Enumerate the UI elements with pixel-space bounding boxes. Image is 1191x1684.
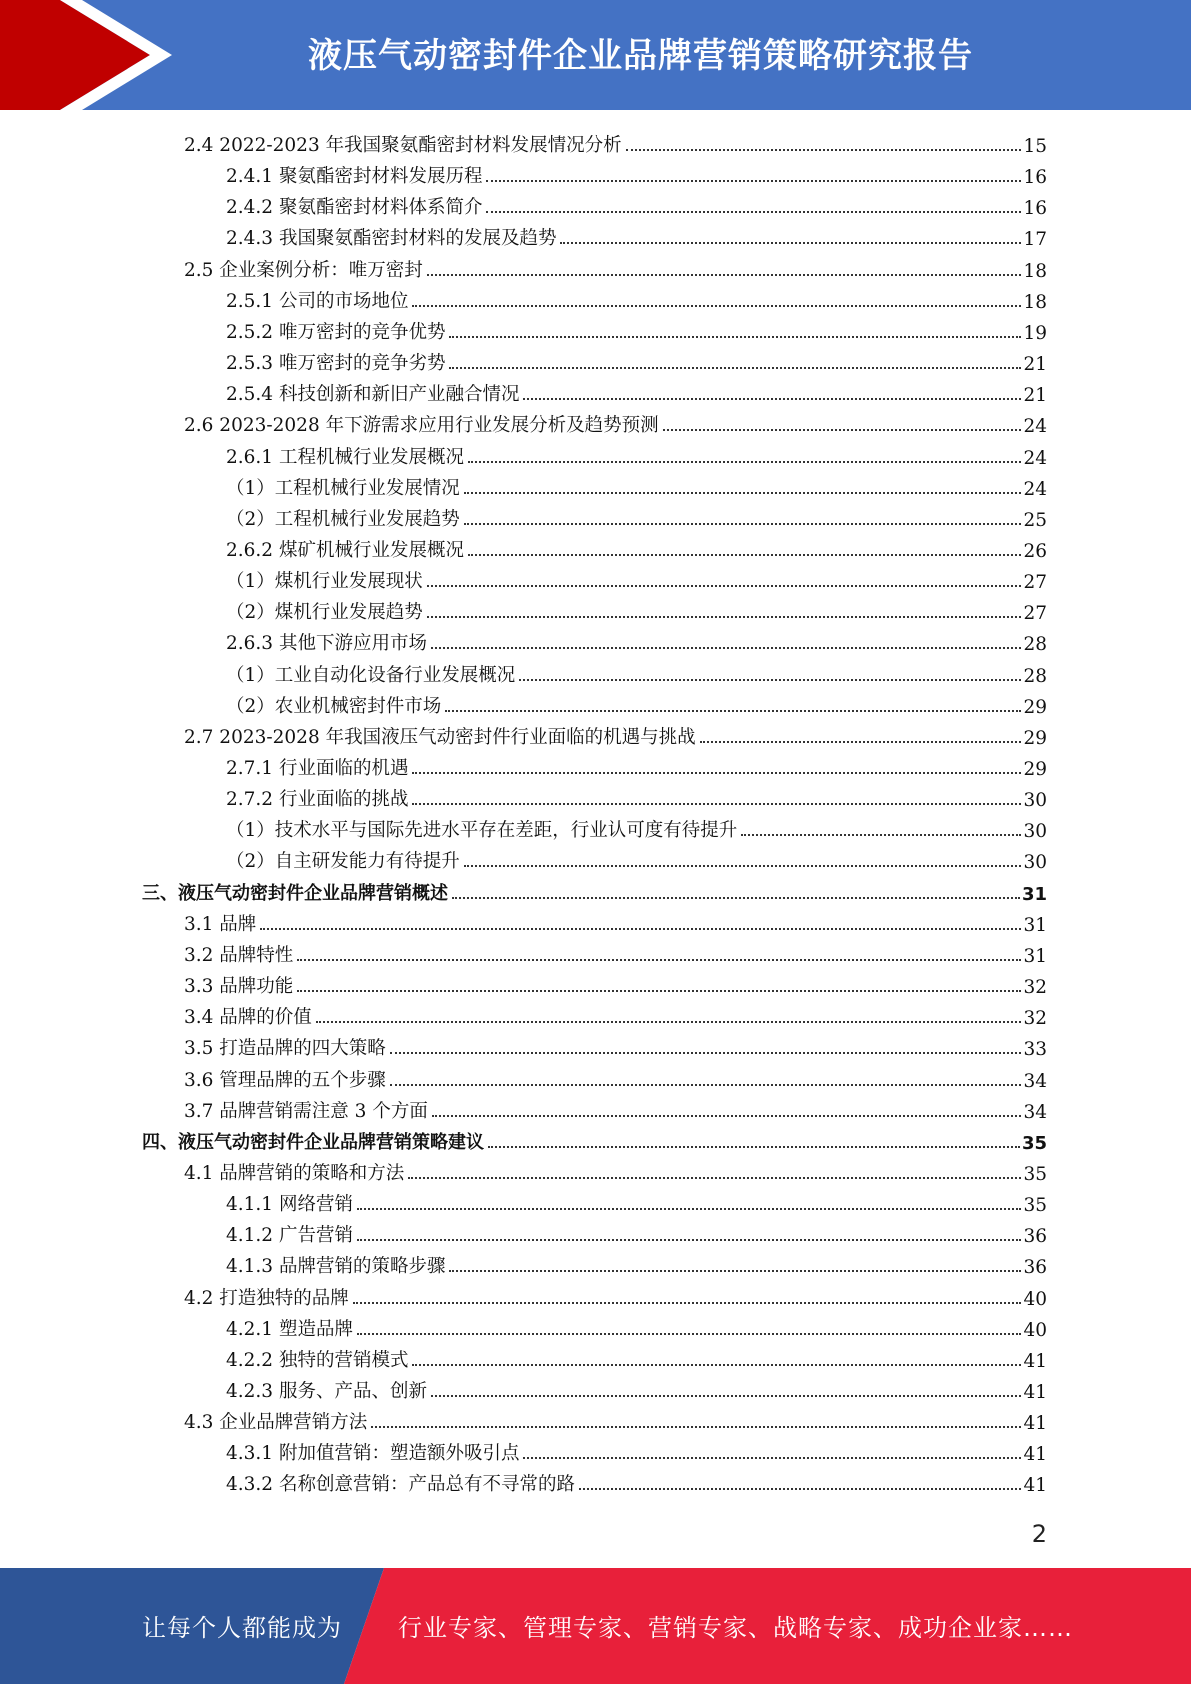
toc-entry-page: 34 — [1023, 1070, 1047, 1092]
toc-entry[interactable] — [184, 1279, 1047, 1310]
toc-leader-dots — [700, 741, 1022, 743]
toc-entry-page: 41 — [1023, 1475, 1047, 1497]
toc-entry-label: 4.1.1 网络营销 — [226, 1194, 353, 1216]
toc-entry[interactable] — [226, 531, 1047, 562]
toc-entry[interactable] — [226, 1434, 1047, 1465]
header-banner — [0, 0, 1191, 110]
toc-leader-dots — [560, 242, 1021, 244]
toc-leader-dots — [390, 1052, 1022, 1054]
toc-entry[interactable] — [226, 1341, 1047, 1372]
toc-leader-dots — [579, 1488, 1021, 1490]
toc-entry[interactable] — [184, 406, 1047, 437]
toc-entry-page: 30 — [1023, 821, 1047, 843]
toc-entry-label: 2.6 2023-2028 年下游需求应用行业发展分析及趋势预测 — [184, 415, 659, 437]
toc-leader-dots — [486, 211, 1021, 213]
toc-leader-dots — [408, 1177, 1021, 1179]
toc-entry-label: 4.1 品牌营销的策略和方法 — [184, 1162, 405, 1184]
toc-entry-label: 2.4.2 聚氨酯密封材料体系简介 — [226, 197, 483, 219]
toc-entry-page: 36 — [1023, 1257, 1047, 1279]
toc-leader-dots — [663, 429, 1022, 431]
toc-entry-label: 2.4.3 我国聚氨酯密封材料的发展及趋势 — [226, 228, 557, 250]
toc-entry-label: 三、液压气动密封件企业品牌营销概述 — [142, 882, 448, 904]
toc-entry-label: （2）工程机械行业发展趋势 — [226, 508, 460, 530]
toc-entry-page: 41 — [1023, 1413, 1047, 1435]
toc-entry-page: 24 — [1023, 447, 1047, 469]
toc-leader-dots — [357, 1333, 1022, 1335]
toc-entry-page: 41 — [1023, 1444, 1047, 1466]
toc-entry-page: 35 — [1023, 1163, 1047, 1185]
toc-leader-dots — [297, 959, 1021, 961]
toc-entry[interactable] — [142, 874, 1047, 905]
toc-leader-dots — [488, 1146, 1020, 1148]
toc-leader-dots — [486, 180, 1021, 182]
toc-entry-label: （2）农业机械密封件市场 — [226, 695, 442, 717]
toc-entry-page: 29 — [1023, 696, 1047, 718]
toc-entry-page: 29 — [1023, 759, 1047, 780]
toc-leader-dots — [432, 1115, 1022, 1117]
toc-entry[interactable] — [184, 967, 1047, 998]
toc-entry[interactable] — [226, 157, 1047, 188]
toc-leader-dots — [464, 865, 1022, 867]
toc-entry-label: 2.5.4 科技创新和新旧产业融合情况 — [226, 384, 520, 406]
toc-leader-dots — [431, 1395, 1021, 1397]
toc-entry-label: （2）自主研发能力有待提升 — [226, 851, 460, 873]
toc-leader-dots — [523, 398, 1021, 400]
toc-leader-dots — [519, 679, 1021, 681]
toc-leader-dots — [449, 336, 1021, 338]
footer-banner — [0, 1568, 1191, 1684]
footer-slogan-right: 行业专家、管理专家、营销专家、战略专家、成功企业家…… — [398, 1614, 1073, 1642]
toc-entry-label: 3.3 品牌功能 — [184, 976, 294, 998]
toc-leader-dots — [464, 523, 1022, 525]
toc-entry-label: 4.3.2 名称创意营销：产品总有不寻常的路 — [226, 1474, 575, 1496]
toc-entry-page: 27 — [1023, 603, 1047, 625]
toc-entry-label: 2.7.1 行业面临的机遇 — [226, 758, 409, 779]
toc-entry[interactable] — [226, 219, 1047, 250]
toc-entry-label: 3.1 品牌 — [184, 913, 257, 935]
toc-entry-page: 17 — [1023, 229, 1047, 251]
toc-entry-label: 3.5 打造品牌的四大策略 — [184, 1038, 386, 1060]
toc-entry-page: 28 — [1023, 665, 1047, 687]
toc-entry[interactable] — [226, 1310, 1047, 1341]
toc-entry[interactable] — [226, 282, 1047, 313]
toc-entry[interactable] — [226, 749, 1047, 780]
toc-leader-dots — [316, 1021, 1022, 1023]
toc-entry[interactable] — [226, 1247, 1047, 1278]
toc-leader-dots — [445, 710, 1021, 712]
toc-entry-label: 2.5.1 公司的市场地位 — [226, 290, 409, 312]
toc-entry-label: 3.6 管理品牌的五个步骤 — [184, 1069, 386, 1091]
toc-entry-label: 2.4 2022-2023 年我国聚氨酯密封材料发展情况分析 — [184, 135, 622, 156]
toc-entry-label: 2.4.1 聚氨酯密封材料发展历程 — [226, 166, 483, 188]
toc-leader-dots — [464, 492, 1022, 494]
toc-entry[interactable] — [226, 593, 1047, 624]
toc-entry[interactable] — [142, 1123, 1047, 1154]
toc-entry-label: 2.6.2 煤矿机械行业发展概况 — [226, 539, 464, 561]
toc-entry[interactable] — [226, 500, 1047, 531]
toc-entry-label: 3.2 品牌特性 — [184, 944, 294, 966]
toc-entry-page: 33 — [1023, 1039, 1047, 1061]
toc-entry-label: 4.2.2 独特的营销模式 — [226, 1349, 409, 1371]
toc-entry-label: 4.2 打造独特的品牌 — [184, 1287, 349, 1309]
toc-entry-page: 41 — [1023, 1382, 1047, 1403]
toc-entry-page: 31 — [1023, 945, 1047, 967]
toc-entry-page: 31 — [1023, 914, 1047, 936]
toc-leader-dots — [626, 149, 1022, 151]
toc-entry-page: 41 — [1023, 1350, 1047, 1372]
toc-entry-page: 15 — [1023, 136, 1047, 157]
toc-entry-label: （1）煤机行业发展现状 — [226, 571, 423, 593]
toc-leader-dots — [390, 1084, 1022, 1086]
toc-entry[interactable] — [184, 936, 1047, 967]
toc-entry-label: 4.3.1 附加值营销：塑造额外吸引点 — [226, 1443, 520, 1465]
toc-entry[interactable] — [184, 1154, 1047, 1185]
toc-entry-page: 21 — [1023, 354, 1047, 376]
toc-leader-dots — [427, 274, 1022, 276]
toc-entry[interactable] — [184, 1092, 1047, 1123]
toc-entry-page: 24 — [1023, 416, 1047, 438]
toc-entry-page: 18 — [1023, 291, 1047, 313]
toc-entry[interactable] — [226, 1185, 1047, 1216]
toc-leader-dots — [427, 585, 1022, 587]
toc-entry[interactable] — [226, 562, 1047, 593]
toc-leader-dots — [412, 803, 1021, 805]
toc-entry-label: 2.5.3 唯万密封的竞争劣势 — [226, 353, 446, 375]
toc-entry-label: （1）工业自动化设备行业发展概况 — [226, 664, 516, 686]
toc-leader-dots — [431, 647, 1021, 649]
toc-entry-page: 26 — [1023, 540, 1047, 562]
toc-leader-dots — [357, 1239, 1022, 1241]
footer-slogan-left: 让每个人都能成为 — [142, 1614, 342, 1642]
toc-entry[interactable] — [226, 438, 1047, 469]
toc-entry[interactable] — [226, 624, 1047, 655]
toc-entry-page: 30 — [1023, 790, 1047, 812]
toc-entry-page: 16 — [1023, 167, 1047, 189]
toc-entry[interactable] — [184, 998, 1047, 1029]
toc-leader-dots — [353, 1302, 1022, 1304]
toc-entry[interactable] — [226, 1372, 1047, 1403]
toc-entry-label: 2.5.2 唯万密封的竞争优势 — [226, 321, 446, 343]
toc-leader-dots — [468, 554, 1021, 556]
toc-leader-dots — [523, 1457, 1021, 1459]
toc-leader-dots — [412, 772, 1021, 774]
toc-entry-page: 21 — [1023, 385, 1047, 407]
toc-entry-label: 3.4 品牌的价值 — [184, 1007, 312, 1029]
toc-entry-label: （1）工程机械行业发展情况 — [226, 477, 460, 499]
toc-leader-dots — [357, 1208, 1022, 1210]
toc-leader-dots — [449, 367, 1021, 369]
toc-entry[interactable] — [226, 375, 1047, 406]
toc-leader-dots — [449, 1270, 1021, 1272]
toc-entry-page: 29 — [1023, 727, 1047, 749]
toc-entry[interactable] — [226, 1216, 1047, 1247]
toc-entry-page: 32 — [1023, 1008, 1047, 1030]
toc-entry[interactable] — [226, 656, 1047, 687]
toc-entry-label: 2.7 2023-2028 年我国液压气动密封件行业面临的机遇与挑战 — [184, 726, 696, 748]
toc-entry[interactable] — [184, 126, 1047, 157]
toc-entry-page: 24 — [1023, 478, 1047, 500]
toc-entry-label: （1）技术水平与国际先进水平存在差距，行业认可度有待提升 — [226, 820, 738, 842]
toc-entry-label: （2）煤机行业发展趋势 — [226, 602, 423, 624]
toc-entry-label: 3.7 品牌营销需注意 3 个方面 — [184, 1100, 428, 1122]
toc-leader-dots — [452, 897, 1020, 899]
toc-entry-label: 4.2.3 服务、产品、创新 — [226, 1381, 427, 1402]
toc-entry-page: 28 — [1023, 634, 1047, 656]
toc-leader-dots — [260, 928, 1021, 930]
report-title: 液压气动密封件企业品牌营销策略研究报告 — [308, 36, 973, 76]
toc-entry[interactable] — [226, 1465, 1047, 1496]
toc-entry[interactable] — [226, 469, 1047, 500]
toc-entry-page: 16 — [1023, 198, 1047, 220]
toc-entry-page: 35 — [1023, 1195, 1047, 1217]
toc-entry-label: 2.5 企业案例分析：唯万密封 — [184, 259, 423, 281]
toc-entry-page: 36 — [1023, 1226, 1047, 1248]
toc-entry[interactable] — [226, 344, 1047, 375]
page-number: 2 — [1031, 1520, 1047, 1548]
toc-entry-page: 27 — [1023, 572, 1047, 594]
toc-leader-dots — [412, 305, 1021, 307]
toc-entry-page: 18 — [1023, 260, 1047, 282]
toc-entry-label: 2.6.1 工程机械行业发展概况 — [226, 446, 464, 468]
toc-entry[interactable] — [226, 842, 1047, 873]
toc-entry[interactable] — [226, 188, 1047, 219]
toc-entry-page: 19 — [1023, 322, 1047, 344]
toc-entry-page: 34 — [1023, 1101, 1047, 1123]
toc-entry-page: 30 — [1023, 852, 1047, 874]
toc-leader-dots — [412, 1364, 1021, 1366]
toc-entry[interactable] — [226, 313, 1047, 344]
toc-entry-label: 4.1.3 品牌营销的策略步骤 — [226, 1256, 446, 1278]
toc-entry-label: 4.1.2 广告营销 — [226, 1225, 353, 1247]
toc-entry[interactable] — [226, 811, 1047, 842]
toc-leader-dots — [468, 461, 1021, 463]
toc-entry-label: 四、液压气动密封件企业品牌营销策略建议 — [142, 1131, 484, 1153]
toc-entry[interactable] — [226, 780, 1047, 811]
toc-entry[interactable] — [226, 687, 1047, 718]
toc-entry[interactable] — [184, 1029, 1047, 1060]
toc-entry-page: 35 — [1021, 1132, 1047, 1154]
toc-leader-dots — [371, 1426, 1021, 1428]
toc-entry[interactable] — [184, 718, 1047, 749]
toc-leader-dots — [297, 990, 1021, 992]
toc-entry-label: 2.7.2 行业面临的挑战 — [226, 789, 409, 811]
toc-entry-label: 2.6.3 其他下游应用市场 — [226, 633, 427, 655]
toc-entry-page: 40 — [1023, 1288, 1047, 1310]
toc-entry-page: 31 — [1021, 883, 1047, 905]
toc-entry[interactable] — [184, 1403, 1047, 1434]
toc-entry-page: 25 — [1023, 509, 1047, 531]
toc-leader-dots — [741, 834, 1021, 836]
toc-entry-label: 4.2.1 塑造品牌 — [226, 1318, 353, 1340]
toc-entry-page: 40 — [1023, 1319, 1047, 1341]
toc-leader-dots — [427, 616, 1022, 618]
toc-entry-page: 32 — [1023, 977, 1047, 999]
toc-entry[interactable] — [184, 905, 1047, 936]
toc-entry[interactable] — [184, 251, 1047, 282]
toc-entry[interactable] — [184, 1061, 1047, 1092]
toc-entry-label: 4.3 企业品牌营销方法 — [184, 1412, 368, 1434]
